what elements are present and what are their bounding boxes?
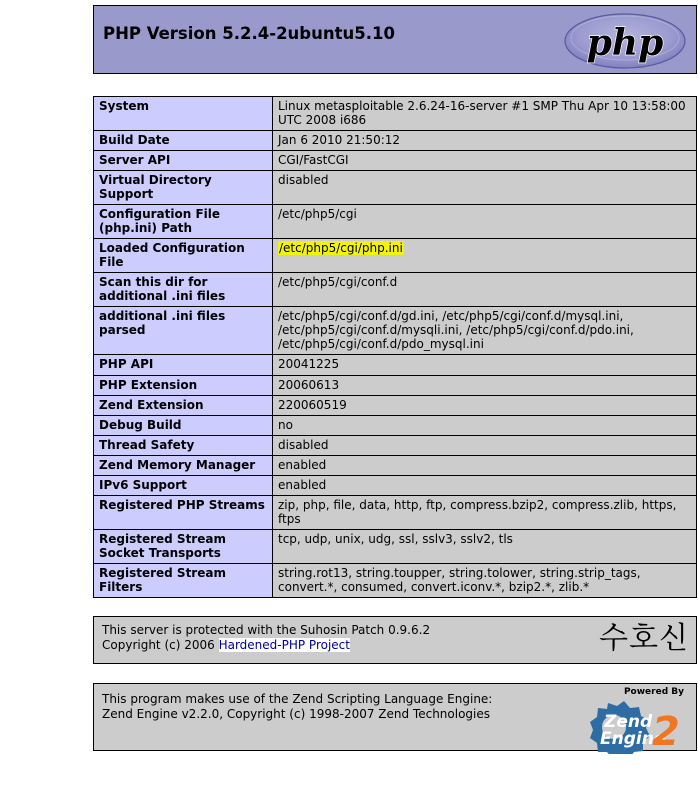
table-row — [94, 435, 697, 455]
table-row — [94, 239, 697, 273]
table-cell-key: IPv6 Support — [94, 475, 273, 495]
table-cell-key: Scan this dir for additional .ini files — [94, 273, 273, 307]
table-row — [94, 375, 697, 395]
powered-by-label: Powered By — [623, 686, 684, 697]
table-row — [94, 563, 697, 597]
php-info-table — [93, 96, 697, 598]
zend-line-1: This program makes use of the Zend Scripting Language Engine: — [102, 691, 493, 706]
table-cell-value: /etc/php5/cgi — [273, 205, 697, 239]
table-cell-value: 220060519 — [273, 395, 697, 415]
suhosin-copyright-prefix: Copyright (c) 2006 — [102, 637, 219, 652]
table-cell-value: Linux metasploitable 2.6.24-16-server #1 SMP Thu Apr 10 13:58:00 UTC 2008 i686 — [273, 97, 697, 131]
table-cell-value: enabled — [273, 455, 697, 475]
zend-logo-version: 2 — [652, 708, 680, 754]
highlight-marker: /etc/php5/cgi/php.ini — [279, 241, 403, 256]
table-body — [94, 97, 697, 598]
table-cell-key: Server API — [94, 151, 273, 171]
suhosin-line-1: This server is protected with the Suhosin Patch 0.9.6.2 — [102, 622, 431, 637]
zend-logo-word-2: Engine — [600, 728, 666, 749]
php-logo-text: php — [586, 22, 664, 64]
table-cell-value: CGI/FastCGI — [273, 151, 697, 171]
zend-notice — [93, 683, 697, 754]
table-cell-key: Registered Stream Filters — [94, 563, 273, 597]
php-header-banner — [93, 5, 697, 74]
table-cell-key: System — [94, 97, 273, 131]
table-cell-value — [273, 239, 697, 273]
table-cell-value: 20060613 — [273, 375, 697, 395]
table-cell-key: Registered Stream Socket Transports — [94, 529, 273, 563]
table-cell-key: Loaded Configuration File — [94, 239, 273, 273]
table-cell-value: enabled — [273, 475, 697, 495]
page-title: PHP Version 5.2.4-2ubuntu5.10 — [103, 24, 395, 43]
zend-logo-word-1: Zend — [604, 711, 653, 732]
phpinfo-page — [93, 5, 697, 754]
table-row — [94, 529, 697, 563]
suhosin-notice — [93, 616, 697, 664]
table-cell-key: Build Date — [94, 131, 273, 151]
table-cell-value: string.rot13, string.toupper, string.tolower, string.strip_tags, convert.*, consumed, convert.iconv.*, bzip2.*, zlib.* — [273, 563, 697, 597]
table-cell-key: additional .ini files parsed — [94, 307, 273, 355]
zend-line-2: Zend Engine v2.2.0, Copyright (c) 1998-2007 Zend Technologies — [102, 706, 491, 721]
table-row — [94, 475, 697, 495]
php-logo-icon — [562, 10, 688, 71]
table-row — [94, 395, 697, 415]
table-row — [94, 495, 697, 529]
suhosin-korean-logo: 수호신 — [599, 620, 689, 656]
zend-engine-logo-icon — [578, 699, 690, 754]
table-cell-value: disabled — [273, 435, 697, 455]
table-cell-value: disabled — [273, 171, 697, 205]
table-row — [94, 171, 697, 205]
table-cell-key: Configuration File (php.ini) Path — [94, 205, 273, 239]
table-cell-key: PHP API — [94, 355, 273, 375]
table-row — [94, 273, 697, 307]
table-cell-key: Thread Safety — [94, 435, 273, 455]
table-row — [94, 131, 697, 151]
table-cell-key: Registered PHP Streams — [94, 495, 273, 529]
table-cell-value: 20041225 — [273, 355, 697, 375]
zend-logo-container — [578, 686, 690, 754]
table-cell-value: no — [273, 415, 697, 435]
table-row — [94, 205, 697, 239]
table-row — [94, 455, 697, 475]
table-cell-key: Virtual Directory Support — [94, 171, 273, 205]
table-cell-value: /etc/php5/cgi/conf.d/gd.ini, /etc/php5/cgi/conf.d/mysql.ini, /etc/php5/cgi/conf.d/mysqli.ini, /etc/php5/cgi/conf.d/pdo.ini, /etc/php5/cgi/conf.d/pdo_mysql.ini — [273, 307, 697, 355]
table-cell-value: Jan 6 2010 21:50:12 — [273, 131, 697, 151]
table-row — [94, 415, 697, 435]
table-row — [94, 151, 697, 171]
table-row — [94, 355, 697, 375]
table-cell-value: zip, php, file, data, http, ftp, compress.bzip2, compress.zlib, https, ftps — [273, 495, 697, 529]
table-cell-value: /etc/php5/cgi/conf.d — [273, 273, 697, 307]
table-cell-key: Zend Memory Manager — [94, 455, 273, 475]
hardened-php-project-link[interactable]: Hardened-PHP Project — [218, 637, 350, 652]
table-cell-key: PHP Extension — [94, 375, 273, 395]
table-row — [94, 97, 697, 131]
table-row — [94, 307, 697, 355]
table-cell-value: tcp, udp, unix, udg, ssl, sslv3, sslv2, tls — [273, 529, 697, 563]
table-cell-key: Debug Build — [94, 415, 273, 435]
table-cell-key: Zend Extension — [94, 395, 273, 415]
